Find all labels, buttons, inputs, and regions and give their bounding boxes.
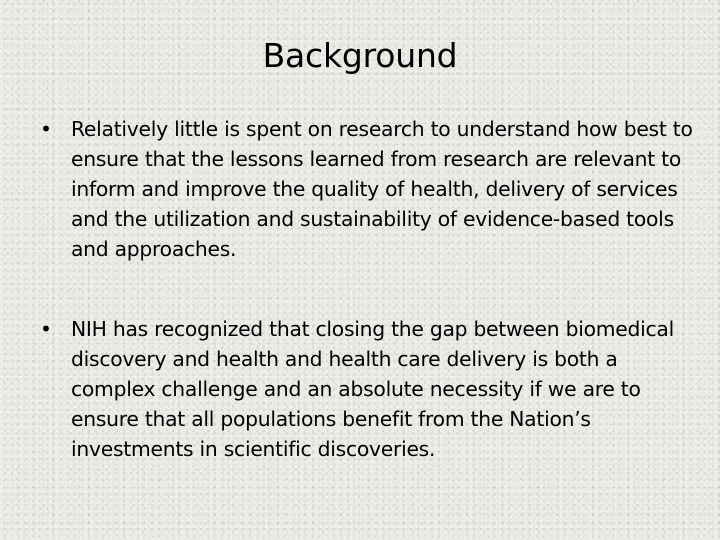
bullet-marker-icon: •: [40, 317, 52, 341]
bullet-text: Relatively little is spent on research to understand how best to ensure that the lessons learned from research are relevant to inform and improve the quality of health, delivery of services and the utilization and sustainability of evidence-based tools and approaches.: [71, 117, 693, 261]
bullet-list: [40, 114, 700, 464]
bullet-text: NIH has recognized that closing the gap between biomedical discovery and health and health care delivery is both a complex challenge and an absolute necessity if we are to ensure that all populations benefit from the Nation’s investments in scientific discoveries.: [71, 317, 674, 461]
bullet-item: [40, 114, 700, 264]
bullet-item: [40, 314, 700, 464]
slide-title: Background: [262, 36, 458, 75]
bullet-marker-icon: •: [40, 117, 52, 141]
